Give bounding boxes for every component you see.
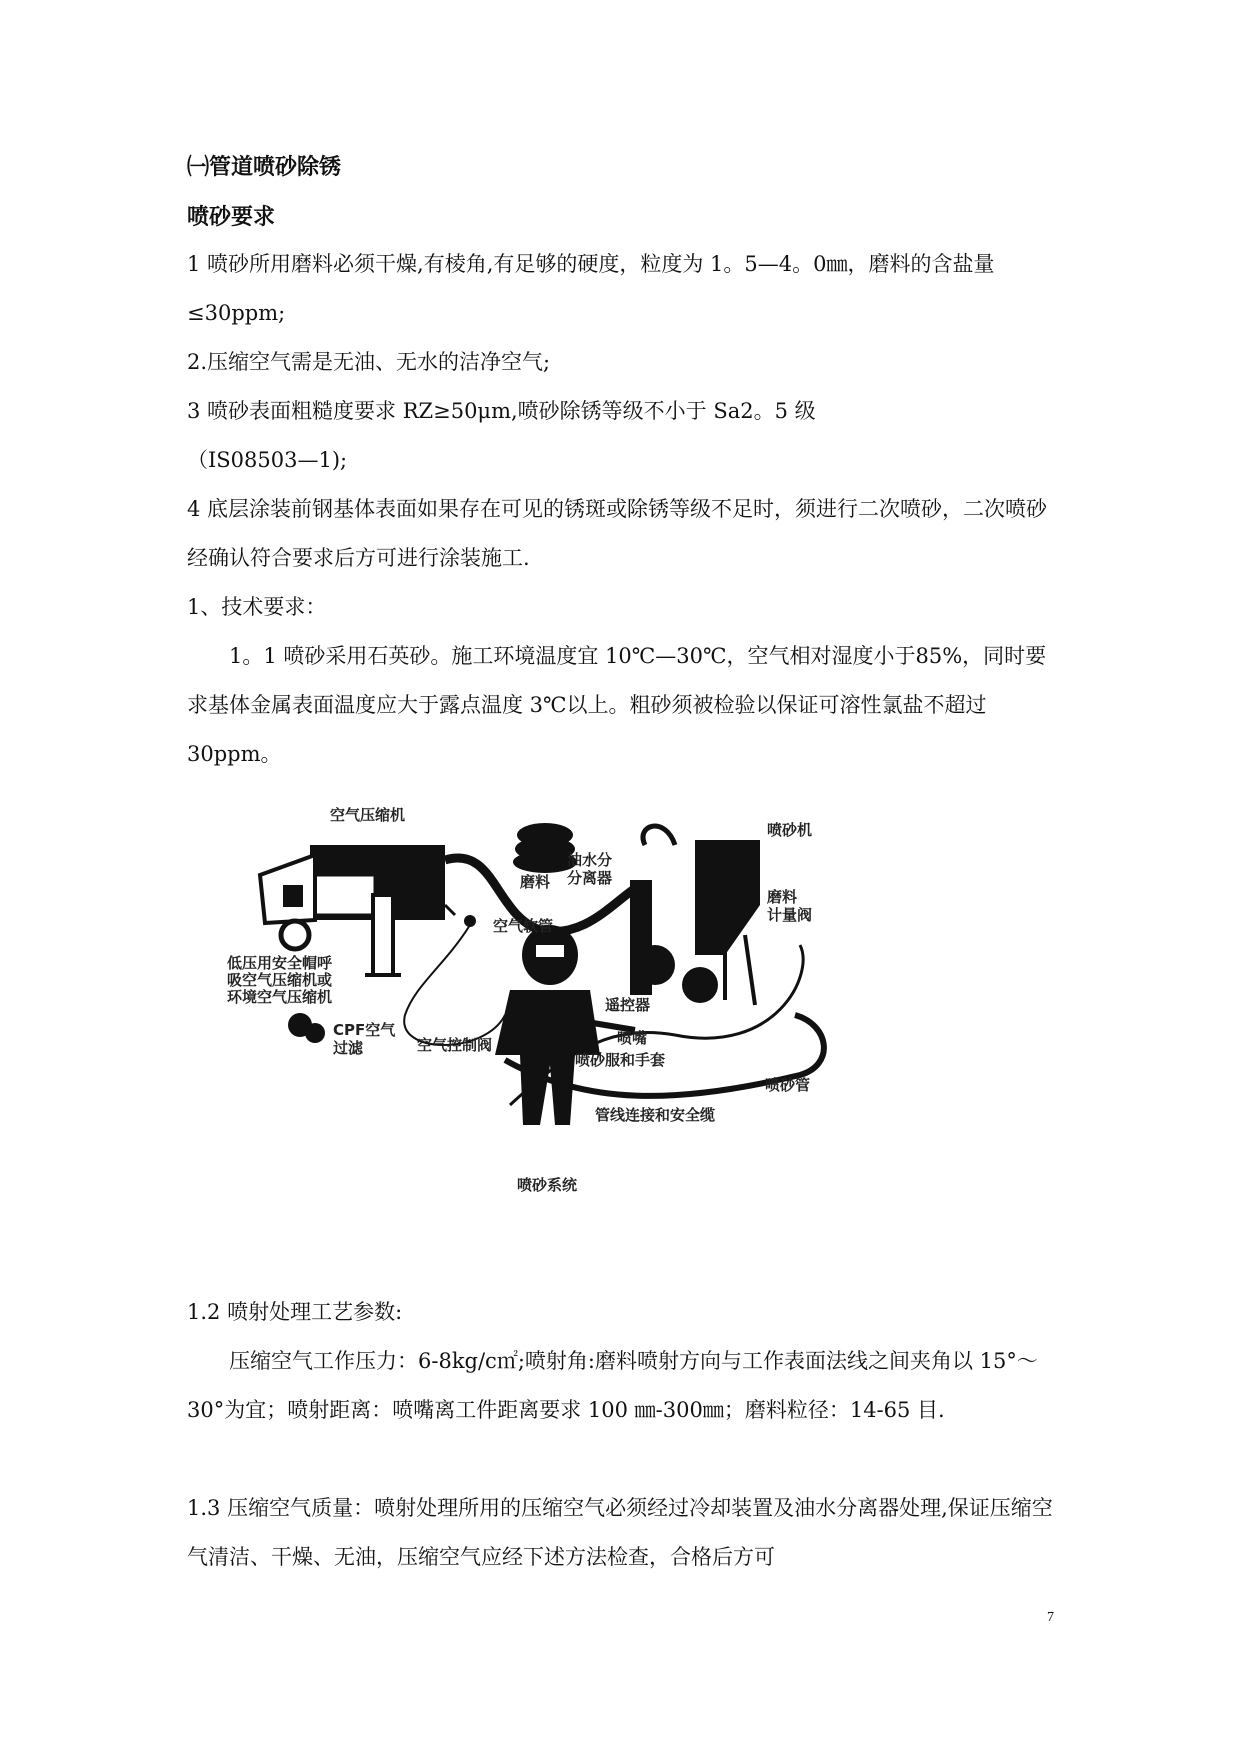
- blast-machine-shape: [695, 840, 760, 955]
- paragraph-4: （IS08503—1);: [187, 448, 348, 472]
- compressor-panel: [283, 885, 303, 907]
- control-line-shape: [404, 925, 505, 1045]
- compressor-window: [315, 875, 375, 915]
- paragraph-5: 4 底层涂装前钢基体表面如果存在可见的锈斑或除锈等级不足时，须进行二次喷砂，二次喷砂经确认符合要求后方可进行涂装施工.: [187, 497, 1048, 570]
- paragraph-3: 3 喷砂表面粗糙度要求 RZ≥50μm,喷砂除锈等级不小于 Sa2。5 级: [187, 399, 816, 423]
- paragraph-10: 1.3 压缩空气质量：喷射处理所用的压缩空气必须经过冷却装置及油水分离器处理,保证压缩空气清洁、干燥、无油，压缩空气应经下述方法检查，合格后方可: [187, 1496, 1053, 1569]
- label-abrasive: 磨料: [520, 873, 551, 891]
- label-nozzle: 喷嘴: [617, 1029, 648, 1047]
- label-compressor: 空气压缩机: [330, 806, 406, 824]
- label-blast-hose: 喷砂管: [765, 1076, 811, 1094]
- label-metering-line1: 磨料: [767, 888, 798, 906]
- label-air-hose: 空气软管: [493, 917, 554, 935]
- label-coupling: 管线连接和安全缆: [595, 1106, 716, 1124]
- label-blaster: 喷砂机: [767, 821, 813, 839]
- paragraph-7: 1。1 喷砂采用石英砂。施工环境温度宜 10℃—30℃，空气相对湿度小于85%，同时要求基体金属表面温度应大于露点温度 3℃以上。粗砂须被检验以保证可溶性氯盐不超过 30ppm。: [187, 644, 1047, 766]
- label-low-pressure-line2: 吸空气压缩机或: [227, 971, 333, 989]
- cpf-filter-shape: [373, 895, 393, 975]
- page-number: 7: [1047, 1610, 1054, 1625]
- paragraph-8: 1.2 喷射处理工艺参数:: [187, 1300, 403, 1324]
- paragraph-6: 1、技术要求：: [187, 595, 327, 619]
- label-suit: 喷砂服和手套: [575, 1051, 666, 1069]
- figure-caption: 喷砂系统: [517, 1176, 578, 1194]
- label-low-pressure-line3: 环境空气压缩机: [227, 988, 333, 1006]
- label-separator-line1: 油水分: [567, 851, 613, 869]
- wheel-icon: [281, 921, 309, 949]
- label-cpf-line2: 过滤: [333, 1039, 364, 1057]
- label-separator-line2: 分离器: [567, 869, 613, 887]
- label-cpf-line1: CPF空气: [333, 1021, 396, 1039]
- section-heading: ㈠管道喷砂除锈: [187, 155, 342, 180]
- label-low-pressure-line1: 低压用安全帽呼: [227, 954, 333, 972]
- label-control-valve: 空气控制阀: [417, 1036, 493, 1054]
- paragraph-1: 1 喷砂所用磨料必须干燥,有棱角,有足够的硬度，粒度为 1。5—4。0㎜，磨料的含盐量≤30ppm;: [187, 252, 995, 325]
- label-metering-line2: 计量阀: [767, 906, 813, 924]
- label-remote: 遥控器: [605, 996, 651, 1014]
- subheading: 喷砂要求: [187, 205, 276, 230]
- paragraph-2: 2.压缩空气需是无油、无水的洁净空气;: [187, 350, 551, 374]
- sandblasting-system-figure: [227, 805, 955, 1230]
- paragraph-9: 压缩空气工作压力：6-8kg/c㎡;喷射角:磨料喷射方向与工作表面法线之间夹角以 15°～30°为宜；喷射距离：喷嘴离工件距离要求 100 ㎜-300㎜；磨料粒径：14-65 目.: [187, 1349, 1038, 1422]
